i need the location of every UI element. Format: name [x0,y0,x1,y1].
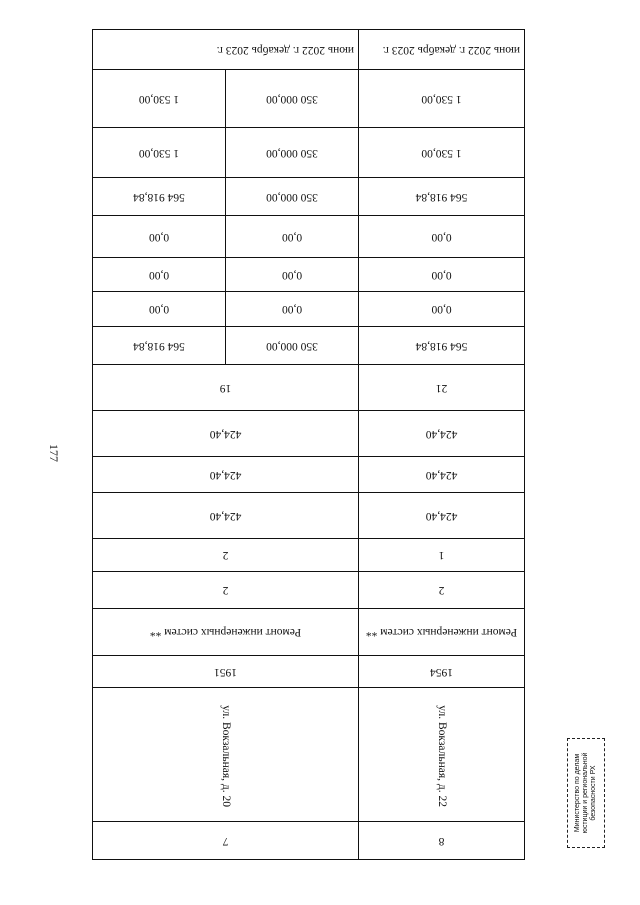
stamp-text [574,741,598,845]
stamp-line: юстиции и региональной [582,752,589,834]
table-row [93,411,525,457]
cell-value: 350 000,00 [226,178,359,216]
cell-value: 19 [93,365,359,411]
cell-value: 350 000,00 [226,70,359,128]
cell-value: 0,00 [359,292,525,327]
cell-value: 564 918,84 [93,327,226,365]
cell-period: июнь 2022 г. декабрь 2023 г. [359,30,525,70]
cell-value: 0,00 [226,292,359,327]
stamp-line: Министерство по делам [574,753,581,833]
table-row [93,572,525,609]
cell-value: 424,40 [359,457,525,493]
cell-value: 0,00 [359,216,525,258]
capital-repair-table [92,29,525,860]
table-row [93,178,525,216]
stamp-line: безопасности РХ [590,765,597,821]
table-row [93,493,525,539]
cell-value: 424,40 [93,457,359,493]
cell-period: июнь 2022 г. декабрь 2023 г. [93,30,359,70]
cell-value: 564 918,84 [93,178,226,216]
cell-value: 424,40 [359,411,525,457]
table-row [93,457,525,493]
cell-value: 1 [359,539,525,572]
table-row [93,609,525,656]
cell-value: 1 530,00 [93,70,226,128]
cell-value: 350 000,00 [226,128,359,178]
page-number: 177 [47,444,61,462]
cell-value: 424,40 [359,493,525,539]
table-row [93,128,525,178]
cell-number: 7 [93,822,359,860]
table-row [93,822,525,860]
table-row [93,258,525,292]
table-row [93,70,525,128]
cell-value: 564 918,84 [359,327,525,365]
table-row [93,30,525,70]
cell-work-type: Ремонт инженерных систем ** [359,609,525,656]
cell-value: 424,40 [93,411,359,457]
table-row [93,327,525,365]
cell-value: 564 918,84 [359,178,525,216]
table-row [93,292,525,327]
cell-year: 1954 [359,656,525,688]
cell-value: 350 000,00 [226,327,359,365]
cell-year: 1951 [93,656,359,688]
cell-value: 2 [359,572,525,609]
cell-value: 424,40 [93,493,359,539]
cell-value: 2 [93,572,359,609]
table-row [93,216,525,258]
cell-value: 1 530,00 [359,70,525,128]
table-row [93,656,525,688]
cell-value: 0,00 [359,258,525,292]
cell-value: 1 530,00 [359,128,525,178]
cell-value: 2 [93,539,359,572]
cell-value: 0,00 [93,216,226,258]
table-row [93,688,525,822]
cell-value: 0,00 [226,258,359,292]
cell-value: 0,00 [93,258,226,292]
cell-number: 8 [359,822,525,860]
cell-value: 0,00 [226,216,359,258]
cell-value: 0,00 [93,292,226,327]
cell-value: 21 [359,365,525,411]
cell-address: ул. Вокзальная, д. 22 [359,688,525,822]
table-row [93,539,525,572]
cell-value: 1 530,00 [93,128,226,178]
registration-stamp [567,738,605,848]
cell-work-type: Ремонт инженерных систем ** [93,609,359,656]
table-row [93,365,525,411]
rotated-table-sheet [93,30,525,860]
cell-address: ул. Вокзальная, д. 20 [93,688,359,822]
